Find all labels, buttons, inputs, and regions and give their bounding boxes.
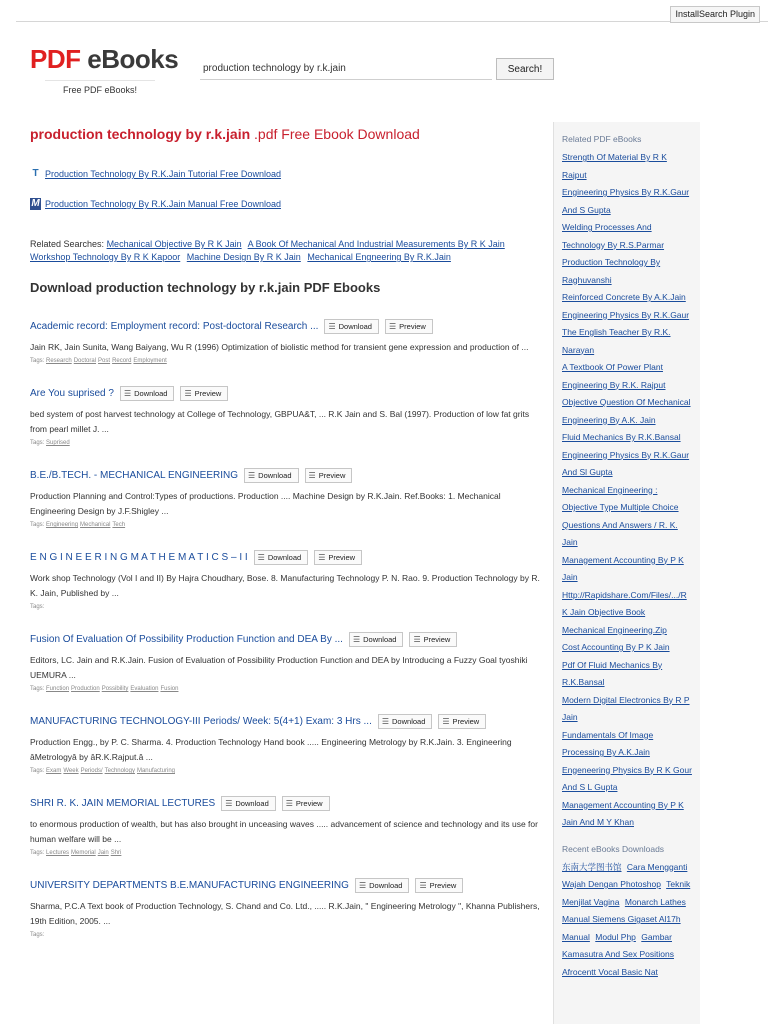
tags-label: Tags: [30,768,45,774]
tag-link[interactable]: Production [71,686,100,692]
result-tags [30,358,545,364]
result-tags [30,604,545,610]
menu-icon: ☰ [381,717,390,726]
preview-button[interactable] [385,319,433,334]
tag-link[interactable]: Tech [112,522,126,528]
recent-download-link[interactable]: Monarch Lathes [624,896,686,907]
result-item [30,319,545,364]
preview-button-label: Preview [328,553,356,562]
preview-button-label: Preview [423,635,451,644]
related-ebook-link[interactable]: Engeneering Physics By R K Gour And S L Gupta [562,764,692,792]
menu-icon: ☰ [248,471,256,480]
tag-link[interactable]: Technology [104,768,135,774]
download-button-label: Download [338,322,372,331]
search-input[interactable] [200,58,492,80]
preview-button-label: Preview [452,717,480,726]
download-button[interactable] [378,714,433,729]
tags-label: Tags: [30,850,45,856]
preview-button[interactable] [409,632,457,647]
related-ebook-link[interactable]: Engineering Physics By R.K.Gaur [562,309,690,320]
tag-link[interactable]: Exam [46,768,62,774]
preview-button-label: Preview [194,389,222,398]
result-item [30,468,545,528]
related-ebook-link[interactable]: Mechanical Engineering : Objective Type Multiple Choice Questions And Answers / R. K. Jain [562,484,679,547]
tag-link[interactable]: Record [112,358,132,364]
tag-link[interactable]: Periods/ [80,768,103,774]
preview-button-label: Preview [399,322,426,331]
related-searches-label: Related Searches: [30,239,105,249]
tag-link[interactable]: Doctoral [73,358,97,364]
result-tags [30,932,545,938]
download-button-label: Download [369,881,403,890]
related-ebook-link[interactable]: Production Technology By Raghuvanshi [562,257,661,285]
recent-download-link[interactable]: Manual Siemens Gigaset Al17h Manual [562,914,681,942]
result-snippet: Jain RK, Jain Sunita, Wang Baiyang, Wu R (1996) Optimization of biolistic method for transient gene expression and production of ... [30,342,529,352]
menu-icon: ☰ [308,471,316,480]
tutorial-download-row [30,168,545,180]
tag-link[interactable]: Lectures [46,850,70,856]
related-ebooks-list [562,149,692,832]
recent-download-link[interactable]: Cara Mengganti Wajah Dengan Photoshop [562,861,688,889]
tutorial-icon: T [32,168,39,179]
related-ebook-link[interactable]: A Textbook Of Power Plant Engineering By R.K. Rajput [562,362,666,390]
result-header [30,550,545,565]
result-title-link[interactable]: E N G I N E E R I N G M A T H E M A T I C S – I I [30,552,248,563]
recent-downloads-heading: Recent eBooks Downloads [562,843,665,854]
manual-download-row [30,198,545,210]
menu-icon: ☰ [225,799,233,808]
manual-download-link[interactable]: Production Technology By R.K.Jain Manual Free Download [45,199,281,209]
menu-icon: ☰ [358,881,367,890]
preview-button[interactable] [180,386,228,401]
result-snippet: to enormous production of wealth, but has also brought in unceasing waves ..... advancement of science and technology and its use for human welfare will be ... [30,819,538,844]
related-ebook-link[interactable]: Engineering Physics By R.K.Gaur And Sl Gupta [562,449,690,477]
recent-download-link[interactable]: Gambar Kamasutra And Sex Positions [562,931,674,959]
tags-label: Tags: [30,358,45,364]
result-item [30,386,545,446]
result-header [30,386,545,401]
results-list [30,319,545,938]
result-tags [30,768,545,774]
result-tags [30,850,545,856]
page-title-query: production technology by r.k.jain [30,126,251,142]
main-content [30,126,545,960]
related-ebook-link[interactable]: Fundamentals Of Image Processing By A.K.Jain [562,729,654,757]
tag-link[interactable]: Week [63,768,79,774]
menu-icon: ☰ [388,322,397,331]
recent-download-link[interactable]: Afrocentt Vocal Basic Nat [562,966,658,977]
result-snippet: Production Planning and Control:Types of productions. Production .... Machine Design by R.K.Jain. Ref.Books: 1. Mechanical Engineering Design by J.F.Shigley ... [30,491,501,516]
manual-icon: M [31,198,40,209]
download-button[interactable] [355,878,410,893]
recent-download-link[interactable]: Modul Php [595,931,636,942]
related-ebooks-heading: Related PDF eBooks [562,134,642,144]
menu-icon: ☰ [318,553,326,562]
tag-link[interactable]: Fusion [160,686,179,692]
preview-button[interactable] [314,550,362,565]
result-tags [30,440,545,446]
download-button[interactable] [221,796,276,811]
tag-link[interactable]: Post [98,358,111,364]
tags-label: Tags: [30,522,45,528]
download-button-label: Download [235,799,269,808]
download-button-label: Download [258,471,292,480]
tag-link[interactable]: Employment [133,358,167,364]
preview-button[interactable] [415,878,463,893]
tag-link[interactable]: Evaluation [130,686,159,692]
related-ebook-link[interactable]: Modern Digital Electronics By R P Jain [562,694,690,722]
result-header [30,319,545,334]
download-button[interactable] [244,468,299,483]
related-search-link[interactable]: Workshop Technology By R K Kapoor [30,252,181,262]
menu-icon: ☰ [257,553,265,562]
logo-ebooks-text: eBooks [87,44,179,74]
download-button[interactable] [324,319,379,334]
page-title [30,126,545,142]
menu-icon: ☰ [419,881,427,890]
result-title-link[interactable]: B.E./B.TECH. - MECHANICAL ENGINEERING [30,470,238,481]
preview-button-label: Preview [318,471,346,480]
recent-downloads-list [562,859,692,982]
tag-link[interactable]: Memorial [71,850,96,856]
result-snippet: Sharma, P.C.A Text book of Production Technology, S. Chand and Co. Ltd., ..... R.K.Jain, " Engineering Metrology ", Khanna Publishers, 19th Edition, 2005. ... [30,901,540,926]
preview-button-label: Preview [429,881,457,890]
results-heading: Download production technology by r.k.jain PDF Ebooks [30,280,381,295]
sidebar [553,122,700,1024]
result-item [30,878,545,938]
result-header [30,632,545,647]
download-button-label: Download [134,389,168,398]
related-ebook-link[interactable]: Welding Processes And Technology By R.S.Parmar [562,222,665,250]
result-title-link[interactable]: Fusion Of Evaluation Of Possibility Production Function and DEA By ... [30,634,343,645]
top-bar [16,0,768,22]
download-button[interactable] [254,550,309,565]
tag-link[interactable]: Suprised [46,440,70,446]
tag-link[interactable]: Possibility [101,686,129,692]
download-button-label: Download [363,635,397,644]
result-snippet: Editors, LC. Jain and R.K.Jain. Fusion of Evaluation of Possibility Production Function and DEA by Introducing a Fuzzy Goal tyoshiki UEMURA ... [30,655,528,680]
related-search-link[interactable]: Machine Design By R K Jain [186,252,301,262]
result-header [30,796,545,811]
related-search-link[interactable]: A Book Of Mechanical And Industrial Measurements By R K Jain [247,239,505,249]
result-item [30,550,545,610]
result-item [30,796,545,856]
related-ebook-link[interactable]: Reinforced Concrete By A.K.Jain [562,292,686,302]
page-title-suffix: .pdf Free Ebook Download [254,126,420,142]
result-header [30,468,545,483]
menu-icon: ☰ [184,389,192,398]
tag-link[interactable]: Engineering [46,522,79,528]
download-button-label: Download [392,717,426,726]
preview-button[interactable] [282,796,330,811]
menu-icon: ☰ [442,717,450,726]
download-button[interactable] [349,632,404,647]
result-title-link[interactable]: UNIVERSITY DEPARTMENTS B.E.MANUFACTURING ENGINEERING [30,880,349,891]
result-tags [30,686,545,692]
result-title-link[interactable]: SHRI R. K. JAIN MEMORIAL LECTURES [30,798,216,809]
result-item [30,632,545,692]
menu-icon: ☰ [123,389,132,398]
menu-icon: ☰ [285,799,293,808]
result-snippet: bed system of post harvest technology at College of Technology, GBPUA&T, ... R.K Jain and S. Bal (1997). Production of low fat grits from pearl millet J. ... [30,409,530,434]
related-ebook-link[interactable]: Mechanical Engineering.Zip [562,624,667,635]
related-ebook-link[interactable]: Strength Of Material By R K Rajput [562,152,667,180]
tag-link[interactable]: Research [46,358,72,364]
result-header [30,714,545,729]
result-snippet: Production Engg., by P. C. Sharma. 4. Production Technology Hand book ..... Engineering Metrology by R.K.Jain. 3. Engineering âMetrologyâ by âR.K.Rajput.â ... [30,737,512,762]
result-title-link[interactable]: Are You suprised ? [30,388,114,399]
related-search-link[interactable]: Mechanical Objective By R K Jain [106,239,242,249]
site-tagline: Free PDF eBooks! [45,80,155,95]
result-header [30,878,545,893]
tags-label: Tags: [30,686,45,692]
menu-icon: ☰ [328,322,336,331]
result-tags [30,522,545,528]
preview-button[interactable] [305,468,353,483]
result-title-link[interactable]: Academic record: Employment record: Post-doctoral Research ... [30,321,319,332]
related-ebook-link[interactable]: Pdf Of Fluid Mechanics By R.K.Bansal [562,659,663,687]
recent-download-link[interactable]: 东南大学图书馆 [562,861,622,872]
tags-label: Tags: [30,604,45,610]
logo-pdf-text: PDF [30,44,81,74]
related-ebook-link[interactable]: Objective Question Of Mechanical Engineering By A.K. Jain [562,397,691,425]
tag-link[interactable]: Mechanical [80,522,111,528]
related-searches [30,238,545,264]
tutorial-download-link[interactable]: Production Technology By R.K.Jain Tutorial Free Download [45,169,281,179]
preview-button-label: Preview [295,799,323,808]
related-ebook-link[interactable]: Management Accounting By P K Jain [562,554,684,582]
download-button[interactable] [120,386,175,401]
related-ebook-link[interactable]: Fluid Mechanics By R.K.Bansal [562,432,681,442]
site-logo[interactable] [30,44,178,75]
related-ebook-link[interactable]: Management Accounting By P K Jain And M Y Khan [562,799,684,827]
search-button[interactable]: Search! [496,58,554,80]
result-snippet: Work shop Technology (Vol I and II) By Hajra Choudhary, Bose. 8. Manufacturing Technology P. N. Rao. 9. Production Technology by R. K. Jain, Published by ... [30,573,540,598]
recent-download-link[interactable]: Teknik Menjilat Vagina [562,879,691,907]
install-search-plugin-button[interactable]: InstallSearch Plugin [670,6,760,23]
tags-label: Tags: [30,440,45,446]
related-ebook-link[interactable]: Engineering Physics By R.K.Gaur And S Gupta [562,187,690,215]
related-ebook-link[interactable]: Http://Rapidshare.Com/Files/.../R K Jain Objective Book [562,589,687,617]
menu-icon: ☰ [352,635,361,644]
related-ebook-link[interactable]: The English Teacher By R.K. Narayan [562,327,671,355]
related-search-link[interactable]: Mechanical Engneering By R.K.Jain [307,252,451,262]
result-title-link[interactable]: MANUFACTURING TECHNOLOGY-III Periods/ Week: 5(4+1) Exam: 3 Hrs ... [30,716,372,727]
tag-link[interactable]: Function [46,686,70,692]
tag-link[interactable]: Manufacturing [136,768,175,774]
tag-link[interactable]: Shri [110,850,122,856]
download-button-label: Download [267,553,302,562]
tag-link[interactable]: Jain [97,850,109,856]
related-ebook-link[interactable]: Cost Accounting By P K Jain [562,642,670,652]
result-item [30,714,545,774]
menu-icon: ☰ [413,635,421,644]
preview-button[interactable] [438,714,486,729]
tags-label: Tags: [30,932,45,938]
